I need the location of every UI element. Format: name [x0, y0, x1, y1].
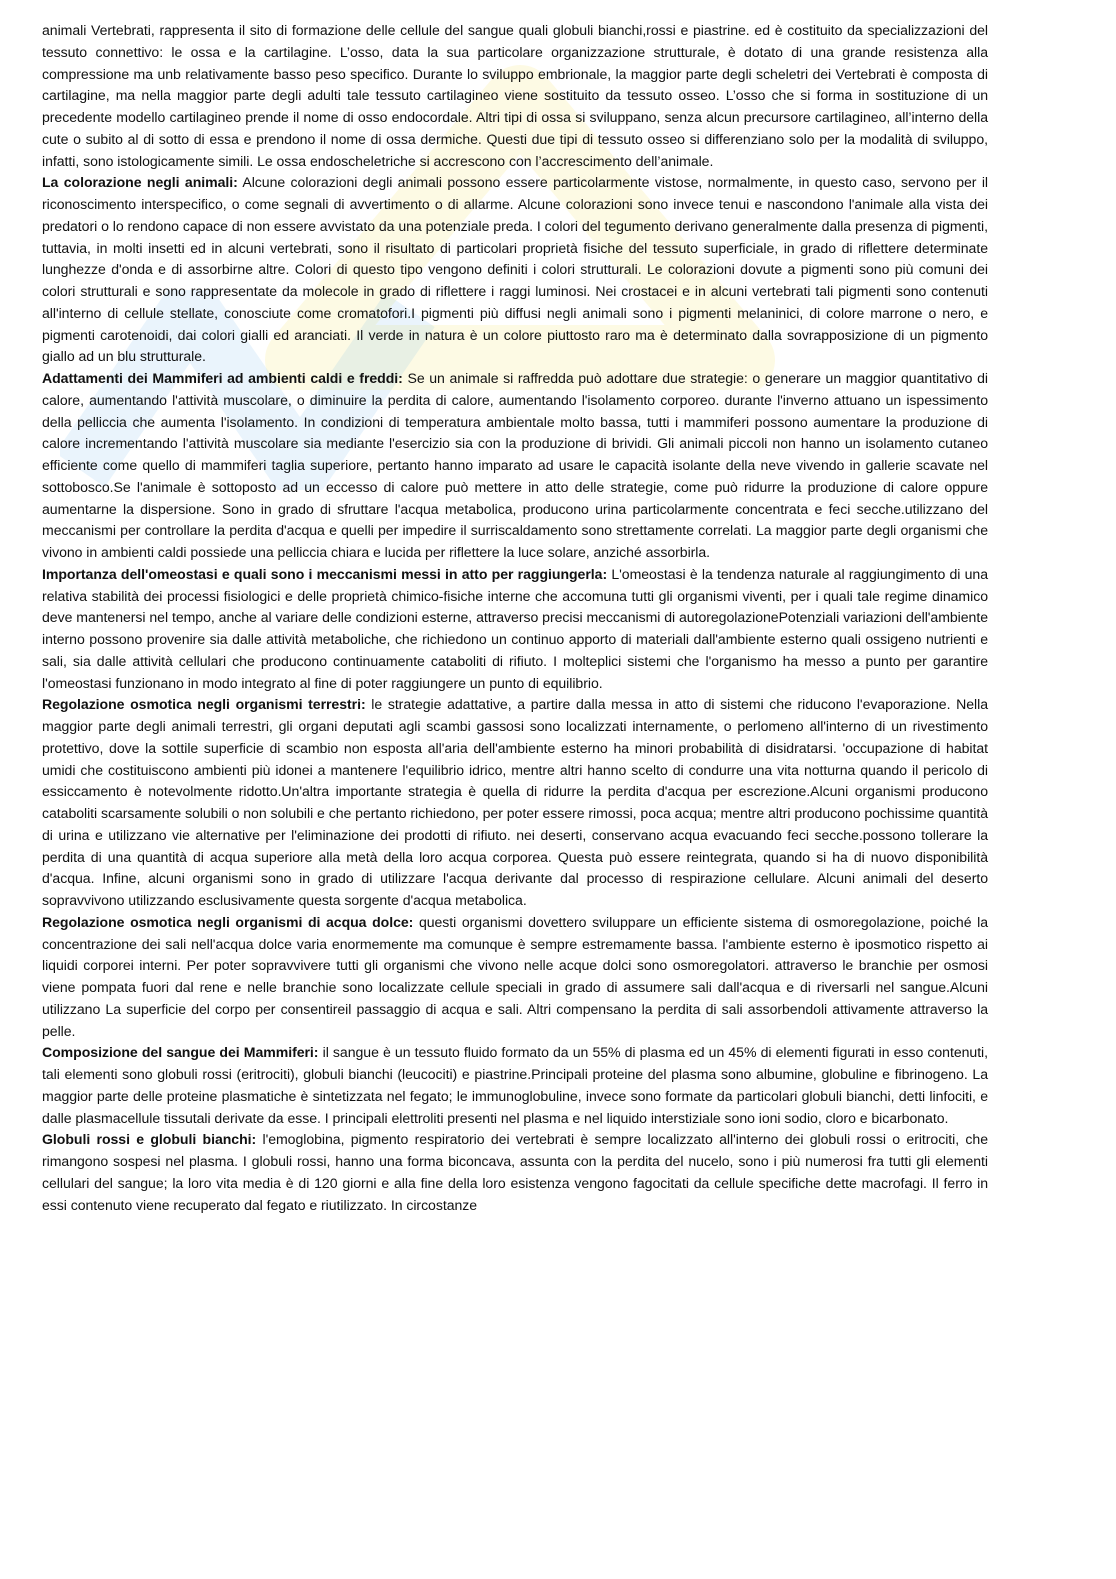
document-page	[42, 20, 988, 1216]
paragraph-text: l'emoglobina, pigmento respiratorio dei vertebrati è sempre localizzato all'interno dei globuli rossi o eritrociti, che rimangono sospesi nel plasma. I globuli rossi, hanno una forma biconcava, assunta con la perdita del nucelo, sono i più numerosi fra tutti gli elementi cellulari del sangue; la loro vita media è di 120 giorni e alla fine della loro esistenza vengono fagocitati da cellule specifiche dette macrofagi. Il ferro in essi contenuto viene recuperato dal fegato e riutilizzato. In circostanze	[42, 1131, 988, 1213]
section-heading: Adattamenti dei Mammiferi ad ambienti caldi e freddi:	[42, 370, 403, 386]
paragraph-text: animali Vertebrati, rappresenta il sito di formazione delle cellule del sangue quali globuli bianchi,rossi e piastrine. ed è costituito da specializzazioni del tessuto connettivo: le ossa e la cartilagine. L’osso, data la sua particolare organizzazione strutturale, è dotato di una grande resistenza alla compressione ma unb relativamente basso peso specifico. Durante lo sviluppo embrionale, la maggior parte degli scheletri dei Vertebrati è composta di cartilagine, ma nella maggior parte degli adulti tale tessuto cartilagineo viene sostituito da tessuto osseo. L’osso che si forma in sostituzione di un precedente modello cartilagineo prende il nome di osso endocordale. Altri tipi di ossa si sviluppano, senza alcun precursore cartilagineo, all’interno della cute o subito al di sotto di essa e prendono il nome di ossa dermiche. Questi due tipi di tessuto osseo si differenziano solo per la modalità di sviluppo, infatti, sono istologicamente simili. Le ossa endoscheletriche si accrescono con l’accrescimento dell’animale.	[42, 22, 988, 169]
section-heading: Regolazione osmotica negli organismi di acqua dolce:	[42, 913, 414, 930]
paragraph-sangue	[42, 1042, 988, 1129]
paragraph-text: L'omeostasi è la tendenza naturale al raggiungimento di una relativa stabilità dei processi fisiologici e delle proprietà chimico-fisiche interne che accomuna tutti gli organismi viventi, per i quali tale regime dinamico deve mantenersi nel tempo, anche al variare delle condizioni esterne, attraverso precisi meccanismi di autoregolazionePotenziali variazioni dell'ambiente interno possono provenire sia dalle attività metaboliche, che richiedono un continuo apporto di materiali dall'ambiente esterno quali ossigeno nutrienti e sali, sia dalle attività cellulari che producono continuamente cataboliti di rifiuto. I molteplici sistemi che l'organismo ha messo a punto per garantire l'omeostasi funzionano in modo integrato al fine di poter raggiungere un punto di equilibrio.	[42, 565, 988, 691]
paragraph-text: le strategie adattative, a partire dalla messa in atto di sistemi che riducono l'evaporazione. Nella maggior parte degli animali terrestri, gli organi deputati agli scambi gassosi sono localizzati internamente, o perlomeno all'interno di un rivestimento protettivo, dove la sottile superficie di scambio non esposta all'aria dell'ambiente esterno ha minori probabilità di disidratarsi. 'occupazione di habitat umidi che costituiscono ambienti più idonei a mantenere l'equilibrio idrico, mentre altri hanno scelto di condurre una vita notturna quando il pericolo di essiccamento è notevolmente ridotto.Un'altra importante strategia è quella di ridurre la perdita d'acqua per escrezione.Alcuni organismi producono cataboliti scarsamente solubili o non solubili e che pertanto richiedono, per poter essere rimossi, poca acqua; mentre altri producono pochissime quantità di urina e utilizzano vie alternative per l'eliminazione dei prodotti di rifiuto. nei deserti, conservano acqua evacuando feci secche.possono tollerare la perdita di una quantità di acqua superiore alla metà della loro acqua corporea. Questa può essere reintegrata, quando si ha di nuovo disponibilità d'acqua. Infine, alcuni organismi sono in grado di utilizzare l'acqua derivante dal processo di respirazione cellulare. Alcuni animali del deserto sopravvivono utilizzando esclusivamente questa sorgente d'acqua metabolica.	[42, 696, 988, 908]
paragraph-text: Se un animale si raffredda può adottare due strategie: o generare un maggior quantitativo di calore, aumentando l'attività muscolare, o diminuire la perdita di calore, aumentando l'isolamento corporeo. durante l'inverno attuano un ispessimento della pelliccia che aumenta l'isolamento. In condizioni di temperatura ambientale molto bassa, tutti i mammiferi possono aumentare la produzione di calore incrementando l'attività muscolare sia mediante l'esercizio sia con la produzione di brividi. Gli animali piccoli non hanno un isolamento cutaneo efficiente come quello di mammiferi taglia superiore, pertanto hanno imparato ad usare le capacità isolante della neve vivendo in gallerie scavate nel sottobosco.Se l'animale è sottoposto ad un eccesso di calore può mettere in atto delle strategie, come può ridurre la produzione di calore oppure aumentarne la dispersione. Sono in grado di sfruttare l'acqua metabolica, producono urina particolarmente concentrata e feci secche.utilizzano del meccanismi per controllare la perdita d'acqua e quelli per impedire il surriscaldamento sono strettamente correlati. La maggior parte degli organismi che vivono in ambienti caldi possiede una pelliccia chiara e lucida per riflettere la luce solare, anziché assorbirla.	[42, 370, 989, 560]
paragraph-omeostasi	[42, 564, 988, 695]
paragraph-text: Alcune colorazioni degli animali possono essere particolarmente vistose, normalmente, in questo caso, servono per il riconoscimento interspecifico, o come segnali di avvertimento o di allarme. Alcune colorazioni sono invece tenui e nascondono l'animale alla vista dei predatori o lo rendono capace di non essere avvistato da una potenziale preda. I colori del tegumento derivano generalmente dalla presenza di pigmenti, tuttavia, in molti insetti ed in alcuni vertebrati, sono il risultato di particolari proprietà fisiche del tessuto superficiale, in grado di riflettere determinate lunghezze d'onda e di assorbirne altre. Colori di questo tipo vengono definiti i colori strutturali. Le colorazioni dovute a pigmenti sono più comuni dei colori strutturali e sono rappresentate da molecole in grado di riflettere i raggi luminosi. Nei crostacei e in alcuni vertebrati tali pigmenti sono contenuti all'interno di cellule stellate, conosciute come cromatofori.I pigmenti più diffusi negli animali sono i pigmenti melaninici, di colore marrone o nero, e pigmenti carotenoidi, dai colori gialli ed aranciati. Il verde in natura è un colore piuttosto raro ma è determinato dalla sovrapposizione di un pigmento giallo ad un blu strutturale.	[42, 174, 988, 365]
section-heading: Importanza dell'omeostasi e quali sono i meccanismi messi in atto per raggiungerla:	[42, 565, 608, 582]
section-heading: Regolazione osmotica negli organismi terrestri:	[42, 696, 366, 713]
paragraph-osmotica-terrestri	[42, 694, 988, 912]
paragraph-text: il sangue è un tessuto fluido formato da un 55% di plasma ed un 45% di elementi figurati in esso contenuti, tali elementi sono globuli rossi (eritrociti), globuli bianchi (leucociti) e piastrine.Principali proteine del plasma sono albumine, globuline e fibrinogeno. La maggior parte delle proteine plasmatiche è sintetizzata nel fegato; le immunoglobuline, invece sono formate da particolari globuli bianchi, detti linfociti, e dalle plasmacellule tissutali derivate da esse. I principali elettroliti presenti nel plasma e nel liquido interstiziale sono ioni sodio, cloro e bicarbonato.	[42, 1044, 989, 1126]
paragraph-text: questi organismi dovettero sviluppare un efficiente sistema di osmoregolazione, poiché la concentrazione dei sali nell'acqua dolce varia enormemente ma comunque è sempre estremamente bassa. l'ambiente esterno è iposmotico rispetto ai liquidi corporei interni. Per poter sopravvivere tutti gli organismi che vivono nelle acque dolci sono osmoregolatori. attraverso le branchie per osmosi viene pompata fuori dal rene e nelle branchie sono localizzate cellule speciali in grado di assumere sali dall'acqua e di riversarli nel sangue.Alcuni utilizzano La superficie del corpo per consentireil passaggio di acqua e sali. Altri compensano la perdita di sali assorbendoli attivamente attraverso la pelle.	[42, 913, 988, 1039]
section-heading: Composizione del sangue dei Mammiferi:	[42, 1044, 319, 1061]
section-heading: La colorazione negli animali:	[42, 174, 238, 191]
paragraph-colorazione	[42, 172, 988, 368]
paragraph-globuli	[42, 1129, 988, 1216]
paragraph-adattamenti	[42, 368, 988, 564]
paragraph-scheletro	[42, 20, 988, 172]
section-heading: Globuli rossi e globuli bianchi:	[42, 1131, 257, 1148]
paragraph-osmotica-acqua-dolce	[42, 912, 988, 1043]
